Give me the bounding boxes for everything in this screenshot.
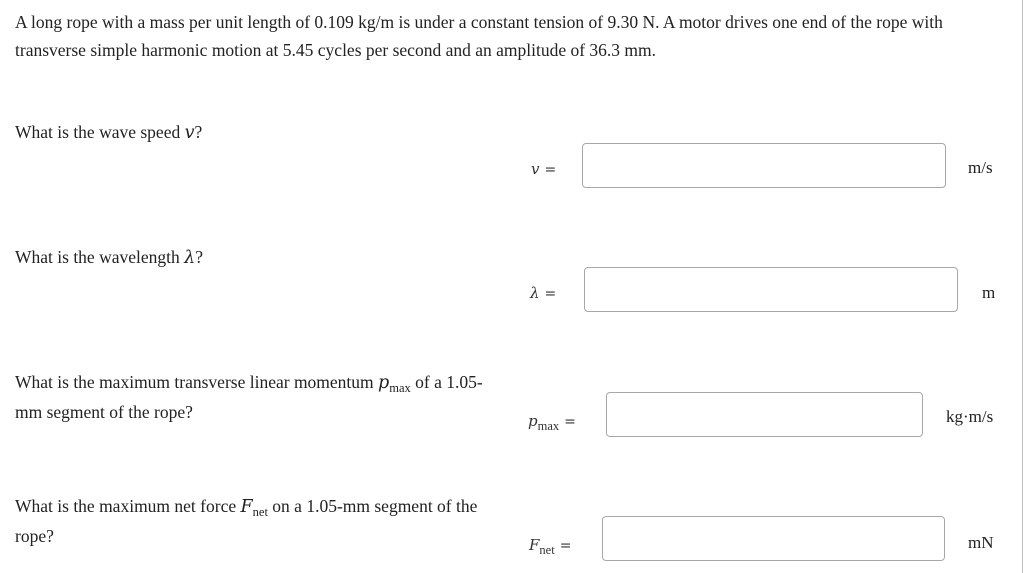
unit-label: m [982, 283, 996, 302]
variable-symbol: p [528, 412, 538, 430]
symbol-v: v [184, 123, 195, 143]
max-net-force-answer-input[interactable] [602, 516, 945, 561]
question-max-momentum [15, 368, 495, 426]
question-text-end: ? [195, 247, 203, 267]
question-max-net-force [15, 492, 505, 550]
equals-sign: = [564, 414, 576, 430]
question-text: What is the maximum net force [15, 496, 241, 516]
equals-sign: = [559, 538, 572, 554]
symbol-p: p [378, 373, 390, 393]
variable-label-v [531, 160, 556, 179]
question-text-end: ? [194, 122, 203, 142]
symbol-f: F [240, 497, 253, 517]
symbol-lambda: λ [184, 248, 196, 268]
variable-label-lambda [530, 284, 556, 303]
question-text-end: of a 1.05-mm segment of the rope? [15, 372, 483, 422]
variable-symbol: v [531, 160, 540, 178]
symbol-subscript: max [389, 381, 411, 395]
question-wave-speed [15, 118, 415, 147]
variable-label-fnet [529, 536, 571, 555]
variable-symbol: F [529, 536, 540, 554]
wave-speed-answer-input[interactable] [582, 143, 946, 188]
question-text: What is the wavelength [15, 247, 185, 267]
symbol-subscript: net [252, 505, 268, 519]
max-momentum-answer-input[interactable] [606, 392, 923, 437]
question-text-end: on a 1.05-mm segment of the rope? [15, 496, 478, 546]
problem-statement: A long rope with a mass per unit length of 0.109 kg/m is under a constant tension of 9.30 N. A motor drives one end of the rope with transverse simple harmonic motion at 5.45 cycles per second and an amplitude of 36.3 mm. [15, 12, 943, 60]
question-text: What is the wave speed [15, 122, 185, 142]
variable-symbol: λ [530, 284, 540, 302]
equals-sign: = [544, 286, 557, 302]
question-text: What is the maximum transverse linear momentum [15, 372, 379, 392]
unit-label: mN [968, 533, 994, 552]
unit-label: kg·m/s [946, 407, 994, 426]
equals-sign: = [544, 162, 557, 178]
variable-label-pmax [528, 412, 576, 431]
unit-label: m/s [968, 158, 993, 177]
wavelength-answer-input[interactable] [584, 267, 958, 312]
question-wavelength [15, 243, 415, 272]
variable-subscript: max [537, 419, 560, 433]
variable-subscript: net [539, 543, 555, 557]
